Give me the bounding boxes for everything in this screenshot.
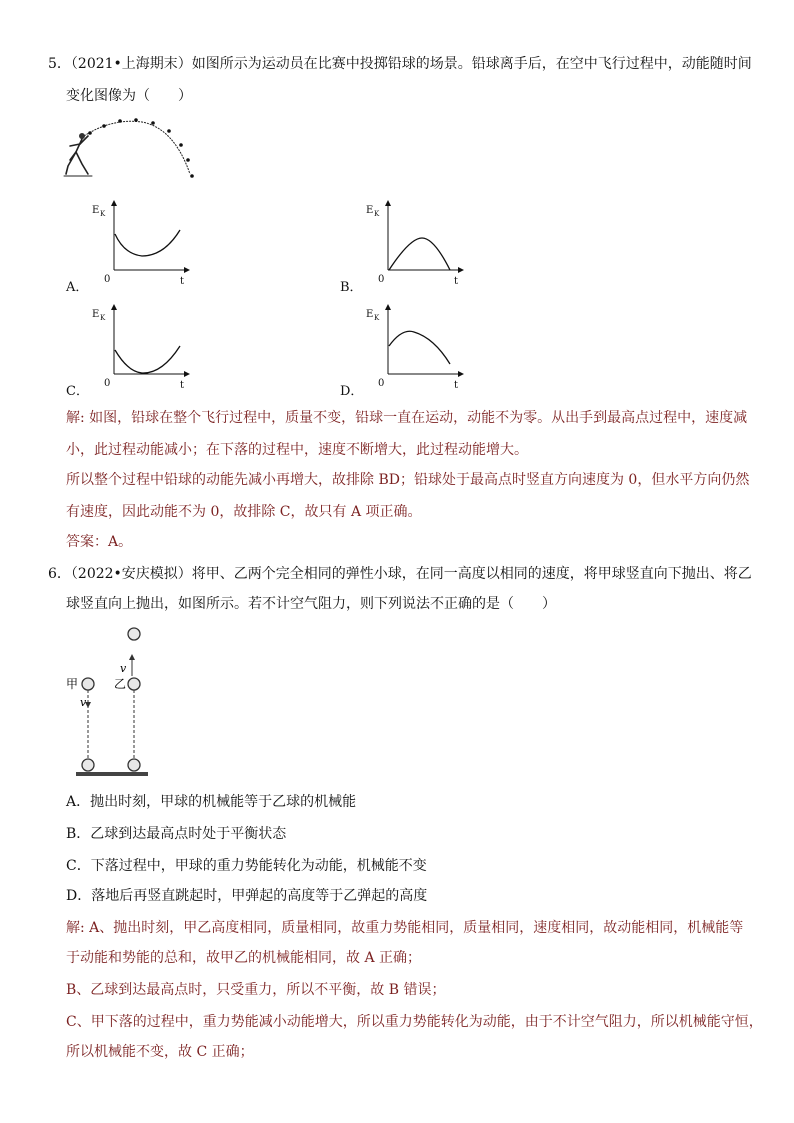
yi-velocity-label: v	[120, 662, 127, 675]
x-axis-label: t	[454, 380, 459, 391]
jia-velocity-label: v	[80, 696, 87, 709]
shot-put-illustration	[62, 114, 202, 184]
origin-label: 0	[378, 274, 385, 285]
q6-solution-line5: 所以机械能不变，故 C 正确；	[66, 1044, 254, 1060]
q6-stem-line2: 球竖直向上抛出，如图所示。若不计空气阻力，则下列说法不正确的是（ ）	[66, 596, 556, 612]
origin-label: 0	[378, 378, 385, 389]
q5-solution-line4: 有速度，因此动能不为 0，故排除 C，故只有 A 项正确。	[66, 504, 422, 520]
q6-stem-line1: 6．（2022•安庆模拟）将甲、乙两个完全相同的弹性小球，在同一高度以相同的速度，将甲球竖直向下抛出、将乙	[48, 566, 752, 582]
q5-answer: 答案：A。	[66, 534, 133, 550]
option-d-label: D．	[340, 384, 364, 399]
athlete-figure	[64, 133, 92, 176]
q6-option-c: C．下落过程中，甲球的重力势能转化为动能，机械能不变	[66, 858, 427, 874]
option-c-label: C．	[66, 384, 89, 399]
yi-label: 乙	[114, 677, 127, 691]
q5-solution-line1: 解: 如图，铅球在整个飞行过程中，质量不变，铅球一直在运动，动能不为零。从出手到最高点过程中，速度减	[66, 410, 748, 426]
q6-solution-line2: 于动能和势能的总和，故甲乙的机械能相同，故 A 正确；	[66, 950, 422, 966]
jia-label: 甲	[66, 677, 79, 691]
y-axis-sub: K	[100, 314, 106, 322]
option-b-label: B．	[340, 280, 363, 295]
q5-solution-line3: 所以整个过程中铅球的动能先减小再增大，故排除 BD；铅球处于最高点时竖直方向速度为 0，但水平方向仍然	[66, 472, 750, 488]
x-axis-label: t	[180, 380, 185, 391]
origin-label: 0	[104, 274, 111, 285]
y-axis-label: E	[92, 309, 100, 320]
balls-figure	[62, 624, 162, 784]
q5-stem-line1: 5．（2021•上海期末）如图所示为运动员在比赛中投掷铅球的场景。铅球离手后，在空中飞行过程中，动能随时间	[48, 56, 752, 72]
y-axis-sub: K	[374, 314, 380, 322]
graph-option-b	[362, 198, 472, 288]
y-axis-label: E	[92, 205, 100, 216]
option-a-label: A．	[66, 280, 89, 295]
y-axis-sub: K	[100, 210, 106, 218]
graph-option-d	[362, 302, 472, 392]
y-axis-sub: K	[374, 210, 380, 218]
q5-solution-line2: 小，此过程动能减小；在下落的过程中，速度不断增大，此过程动能增大。	[66, 442, 528, 458]
q6-solution-line3: B、乙球到达最高点时，只受重力，所以不平衡，故 B 错误；	[66, 982, 446, 998]
q6-solution-line1: 解: A、抛出时刻，甲乙高度相同，质量相同，故重力势能相同，质量相同，速度相同，故动能相同，机械能等	[66, 920, 744, 936]
origin-label: 0	[104, 378, 111, 389]
q5-stem-line2: 变化图像为（ ）	[66, 88, 192, 104]
q6-option-b: B．乙球到达最高点时处于平衡状态	[66, 826, 287, 842]
y-axis-label: E	[366, 205, 374, 216]
q6-solution-line4: C、甲下落的过程中，重力势能减小动能增大，所以重力势能转化为动能，由于不计空气阻力，所以机械能守恒，	[66, 1014, 763, 1030]
graph-option-c	[88, 302, 198, 392]
q6-option-a: A．抛出时刻，甲球的机械能等于乙球的机械能	[66, 794, 357, 810]
x-axis-label: t	[454, 276, 459, 287]
x-axis-label: t	[180, 276, 185, 287]
q6-option-d: D．落地后再竖直跳起时，甲弹起的高度等于乙弹起的高度	[66, 888, 428, 904]
graph-option-a	[88, 198, 198, 288]
y-axis-label: E	[366, 309, 374, 320]
